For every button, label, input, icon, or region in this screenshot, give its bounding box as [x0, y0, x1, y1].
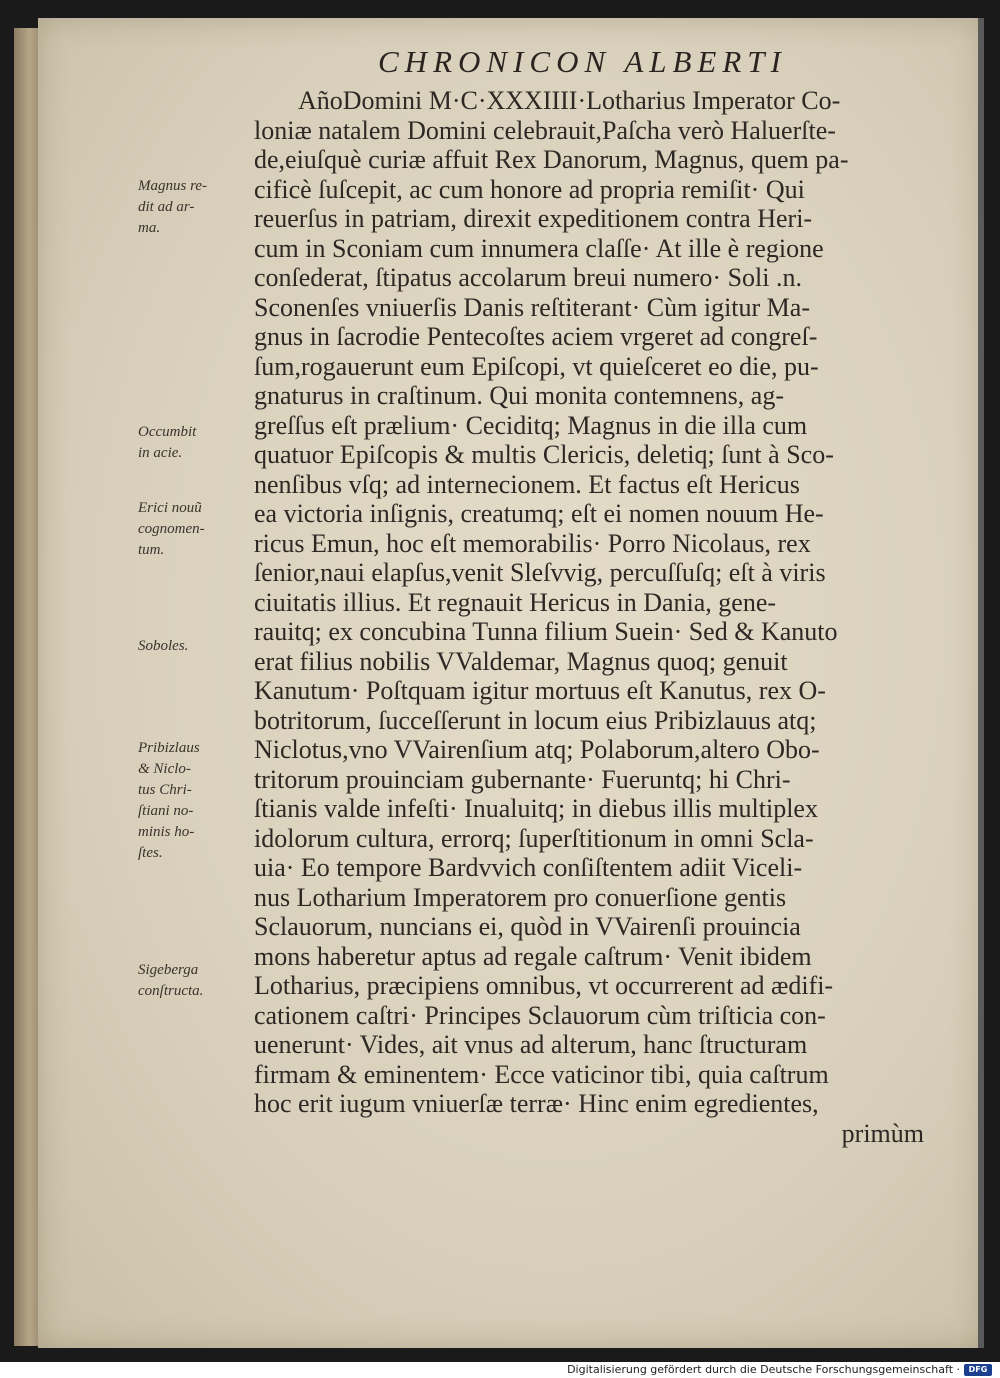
text-line: rauitq; ex concubina Tunna filium Suein· Sed & Kanuto [254, 617, 838, 646]
marginal-note-line: cognomen- [138, 521, 205, 537]
text-line: ricus Emun, hoc eſt memorabilis· Porro Nicolaus, rex [254, 528, 811, 558]
text-line: firmam & eminentem· Ecce vaticinor tibi, quia caſtrum [254, 1059, 829, 1089]
text-line: idolorum cultura, errorq; ſuperſtitionum in omni Scla- [254, 823, 814, 853]
text-line: botritorum, ſucceſſerunt in locum eius Pribizlauus atq; [254, 705, 817, 735]
marginal-note-line: ſtes. [138, 845, 163, 861]
marginal-note-line: ſtiani no- [138, 803, 194, 819]
marginal-note-line: Magnus re- [138, 178, 208, 194]
marginal-note-line: tum. [138, 542, 165, 558]
marginal-note [138, 738, 264, 864]
text-line: ea victoria inſignis, creatumq; eſt ei nomen nouum He- [254, 499, 824, 528]
page-gutter [14, 28, 40, 1346]
text-line: ſtianis valde infeſti· Inualuitq; in diebus illis multiplex [254, 794, 818, 823]
marginal-note-line: conſtructa. [138, 983, 204, 999]
marginal-note [138, 498, 264, 561]
text-line: de,eiuſquè curiæ affuit Rex Danorum, Magnus, quem pa- [254, 145, 849, 174]
text-line: uia· Eo tempore Bardvvich conſiſtentem adiit Viceli- [254, 853, 803, 882]
text-line: erat filius nobilis VValdemar, Magnus quoq; genuit [254, 646, 788, 676]
page-right-edge [978, 18, 984, 1348]
text-line: nus Lotharium Imperatorem pro conuerſione gentis [254, 882, 787, 912]
marginal-note-line: Erici nouũ [138, 500, 202, 516]
marginal-note-line: minis ho- [138, 824, 195, 840]
marginal-note [138, 636, 264, 657]
text-line: greſſus eſt prælium· Ceciditq; Magnus in die illa cum [254, 410, 808, 440]
footer-bar [0, 1362, 1000, 1378]
dfg-logo: DFG [964, 1364, 992, 1376]
marginal-note-line: Pribizlaus [138, 740, 200, 756]
marginal-note [138, 176, 264, 239]
text-line: loniæ natalem Domini celebrauit,Paſcha verò Haluerſte- [254, 115, 836, 145]
text-line: reuerſus in patriam, direxit expeditionem contra Heri- [254, 204, 813, 233]
text-line: Sclauorum, nuncians ei, quòd in VVairenſi prouincia [254, 912, 801, 941]
text-line: nenſibus vſq; ad internecionem. Et factus eſt Hericus [254, 469, 800, 499]
marginal-note-line: ma. [138, 220, 161, 236]
text-line: gnaturus in craſtinum. Qui monita contemnens, ag- [254, 381, 784, 410]
marginal-note [138, 422, 264, 464]
catchword: primùm [841, 1118, 924, 1148]
text-line: tritorum prouinciam gubernante· Fueruntq; hi Chri- [254, 764, 791, 794]
marginal-note-line: Soboles. [138, 638, 189, 654]
marginal-note [138, 960, 264, 1002]
text-line: ciuitatis illius. Et regnauit Hericus in Dania, gene- [254, 587, 777, 617]
text-line: uenerunt· Vides, ait vnus ad alterum, hanc ſtructuram [254, 1030, 808, 1059]
text-line: ſenior,naui elapſus,venit Sleſvvig, percuſſuſq; eſt à viris [254, 558, 826, 587]
text-line: AñoDomini M·C·XXXIIII·Lotharius Imperator Co- [298, 86, 841, 115]
marginal-note-line: Sigeberga [138, 962, 199, 978]
text-line: quatuor Epiſcopis & multis Clericis, deletiq; ſunt à Sco- [254, 440, 834, 469]
text-line: cum in Sconiam cum innumera claſſe· At ille è regione [254, 233, 824, 263]
text-line: Kanutum· Poſtquam igitur mortuus eſt Kanutus, rex O- [254, 676, 826, 705]
marginal-note-line: Occumbit [138, 424, 197, 440]
text-line: Lotharius, præcipiens omnibus, vt occurrerent ad ædifi- [254, 971, 834, 1000]
text-line: ſum,rogauerunt eum Epiſcopi, vt quieſceret eo die, pu- [254, 351, 819, 381]
funding-notice: Digitalisierung gefördert durch die Deutsche Forschungsgemeinschaft · [567, 1363, 960, 1376]
marginal-note-line: dit ad ar- [138, 199, 195, 215]
text-line: cationem caſtri· Principes Sclauorum cùm triſticia con- [254, 1000, 826, 1030]
main-text [254, 86, 944, 1148]
running-head: CHRONICON ALBERTI [378, 44, 787, 79]
text-line: Sconenſes vniuerſis Danis reſtiterant· Cùm igitur Ma- [254, 292, 810, 322]
text-line: gnus in ſacrodie Pentecoſtes aciem vrgeret ad congreſ- [254, 322, 818, 351]
marginal-note-line: & Niclo- [138, 761, 191, 777]
text-line: hoc erit iugum vniuerſæ terræ· Hinc enim egredientes, [254, 1089, 819, 1118]
text-line: conſederat, ſtipatus accolarum breui numero· Soli .n. [254, 263, 802, 292]
text-line: mons haberetur aptus ad regale caſtrum· Venit ibidem [254, 941, 812, 971]
marginal-note-line: in acie. [138, 445, 183, 461]
text-line: Niclotus,vno VVairenſium atq; Polaborum,altero Obo- [254, 735, 820, 764]
marginal-note-line: tus Chri- [138, 782, 192, 798]
text-line: cificè ſuſcepit, ac cum honore ad propria remiſit· Qui [254, 174, 805, 204]
